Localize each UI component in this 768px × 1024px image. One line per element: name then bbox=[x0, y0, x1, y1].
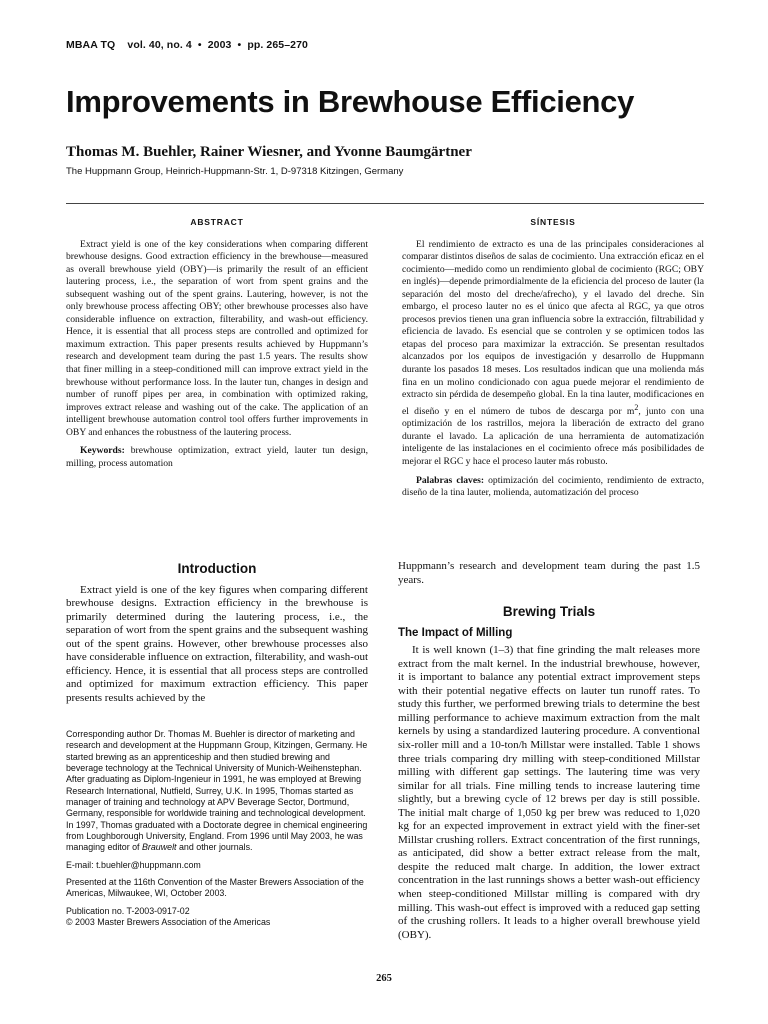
author-bio-text: Corresponding author Dr. Thomas M. Buehler is director of marketing and research and development at the Huppmann Group, Kitzingen, Germany. He started brewing as an apprenticeship and then studied brewing and beverage technology at the Technical University of Munich-Weihenstephan. After graduating as Diplom-Ingenieur in 1991, he was employed at Brewing Research International, Nutfield, Surrey, U.K. In 1995, Thomas started as manager of training and technology at APV Beverage Sector, Dortmund, Germany, responsible for worldwide training and technological development. In 1997, Thomas graduated with a Doctorate degree in chemical engineering from Loughborough University, England. From 1996 until May 2003, he was managing editor of bbox=[66, 729, 368, 853]
sintesis-heading: SÍNTESIS bbox=[530, 217, 576, 227]
journal-name: MBAA TQ bbox=[66, 39, 116, 51]
journal-pages: pp. 265–270 bbox=[247, 39, 308, 51]
paper-title: Improvements in Brewhouse Efficiency bbox=[66, 84, 635, 119]
affiliation: The Huppmann Group, Heinrich-Huppmann-Str. 1, D-97318 Kitzingen, Germany bbox=[66, 166, 404, 177]
journal-header bbox=[66, 39, 308, 51]
author-bio-end: and other journals. bbox=[176, 842, 253, 853]
publication-number: Publication no. T-2003-0917-02 bbox=[66, 905, 190, 916]
sintesis-text bbox=[402, 239, 704, 469]
keywords-text: brewhouse optimization, extract yield, lauter tun design, milling, process automation bbox=[66, 445, 368, 469]
separator: • bbox=[237, 39, 242, 51]
introduction-section bbox=[66, 562, 368, 705]
author-bio bbox=[66, 729, 368, 854]
author-email: E-mail: t.buehler@huppmann.com bbox=[66, 859, 201, 870]
palabras-claves-label: Palabras claves: bbox=[416, 474, 485, 486]
brewing-trials-heading: Brewing Trials bbox=[502, 604, 596, 620]
abstract-section bbox=[66, 216, 368, 470]
journal-volume: vol. 40, no. 4 bbox=[127, 39, 192, 51]
introduction-heading: Introduction bbox=[177, 561, 257, 576]
journal-year: 2003 bbox=[207, 39, 232, 51]
impact-of-milling-heading: The Impact of Milling bbox=[398, 626, 513, 639]
introduction-text: Extract yield is one of the key figures when comparing different brewhouse designs. Extraction efficiency in the brewhouse is primarily determined during the lautering process, i.e., the separation of wort from the spent grains and the subsequent washing out of the spent grains. However, other brewhouse processes also have considerable influence on extraction, filterability, and wash-out efficiency. Hence, it is essential that all process steps are controlled and optimized for maximum extraction efficiency. This paper presents results achieved by the bbox=[66, 583, 368, 704]
abstract-text: Extract yield is one of the key considerations when comparing different brewhouse designs. Good extraction efficiency in the brewhouse—measured as overall brewhouse yield (OBY)—is primarily the result of an efficient lautering process, i.e., the separation of wort from spent grains and the subsequent washing out of the spent grains. Lautering, however, is not the only brewhouse process affecting OBY; other brewhouse processes also have considerable influence on extraction, filterability, and wash-out efficiency. Hence, it is essential that all process steps are controlled and optimized for maximum extraction. This paper presents results achieved by Huppmann’s research and development team during the past 1.5 years. The results show that finer milling in a steep-conditioned mill can improve extract yield in the brewhouse without performance loss. In the lauter tun, changes in design and number of runoff pipes per area, in combination with optimized raking, improves extract release and washing out of the cake. The application of an intelligent brewhouse automation control tool offers further improvements in OBY and enhances the robustness of the lautering process. bbox=[66, 238, 368, 438]
introduction-continuation: Huppmann’s research and development team during the past 1.5 years. bbox=[398, 560, 700, 586]
page-number: 265 bbox=[376, 973, 392, 984]
abstract-heading: ABSTRACT bbox=[190, 217, 244, 227]
presented-note: Presented at the 116th Convention of the Master Brewers Association of the Americas, Milwaukee, WI, October 2003. bbox=[66, 877, 364, 899]
sintesis-superscript: 2 bbox=[634, 402, 639, 412]
sintesis-keywords bbox=[402, 475, 704, 500]
keywords-label: Keywords: bbox=[80, 445, 125, 457]
separator: • bbox=[197, 39, 202, 51]
journal-italic: Brauwelt bbox=[141, 842, 177, 853]
sintesis-text-after: , junto con una optimización de los rastrillos, mejora la liberación de extracto del grano durante el lavado. La aplicación de una herramienta de automatización inteligente de las instalaciones en el cocimiento ofrece más posibilidades de mejorar el RGC y hace el proceso lauter más robusto. bbox=[402, 405, 704, 468]
abstract-keywords bbox=[66, 445, 368, 470]
section-divider bbox=[66, 203, 704, 204]
palabras-claves-text: optimización del cocimiento, rendimiento de extracto, diseño de la tina lauter, molienda, automatización del proceso bbox=[402, 474, 704, 499]
author-footnote bbox=[66, 729, 368, 935]
sintesis-text-before: El rendimiento de extracto es una de las principales consideraciones al comparar distintos diseños de salas de cocimiento. Una extracción eficaz en el cocimiento—medido como un rendimiento global de cocimiento (RGC; OBY en inglés)—depende primordialmente de la eficiencia del proceso de lauter (la separación del mosto del dreche/afrecho), y el lavado del dreche. Sin embargo, el proceso lauter no es el único que afecta al RGC, ya que otros procesos previos tienen una gran influencia sobre la extracción, filtrabilidad y eficiencia de lavado. Es esencial que se controlen y se optimicen todos las etapas del proceso para maximizar la extracción. Se presentan resultados alcanzados por los equipos de investigación y desarrollo de Huppmann durante los pasados 18 meses. Los resultados indican que una molienda más fina en un molino condicionado con agua puede mejorar el rendimiento de extracto sin pérdida de desempeño global. En la tina lauter, modificaciones en el diseño y en el número de tubos de descarga por m bbox=[402, 238, 704, 417]
author-list: Thomas M. Buehler, Rainer Wiesner, and Yvonne Baumgärtner bbox=[66, 144, 472, 160]
right-column bbox=[398, 560, 700, 942]
copyright-notice: © 2003 Master Brewers Association of the Americas bbox=[66, 917, 271, 928]
brewing-trials-text: It is well known (1–3) that fine grinding the malt releases more extract from the malt kernel. In the industrial brewhouse, however, it is important to balance any potential extract improvement steps with their potential negative effects on lauter tun runoff rates. To study this further, we performed brewing trials to determine the best milling performance to achieve maximum extraction from the malt kernels by using a standardized lautering procedure. A conventional six-roller mill and a 10-ton/h Millstar were installed. Table 1 shows three trials comparing dry milling with steep-conditioned Millstar milling with different gap settings. The lautering time was very similar for all trials. Fine milling tends to increase lautering time slightly, but a brewing cycle of 12 brews per day is still possible. The initial malt charge of 1,050 kg per brew was reduced to 1,020 kg for an expected improvement in extract yield with the finer-set Millstar crushing rollers. Extract concentration of the first runnings, as anticipated, did show a better extract release from the malt, despite the reduced malt charge. In addition, the lower extract concentration in the last runnings shows a better wash-out efficiency when steep-conditioned Millstar milling is compared with dry milling. This wash-out effect is improved with a reduced gap setting of the crushing rollers. It leads to a higher overall brewhouse yield (OBY). bbox=[398, 644, 700, 941]
sintesis-section bbox=[402, 216, 704, 500]
